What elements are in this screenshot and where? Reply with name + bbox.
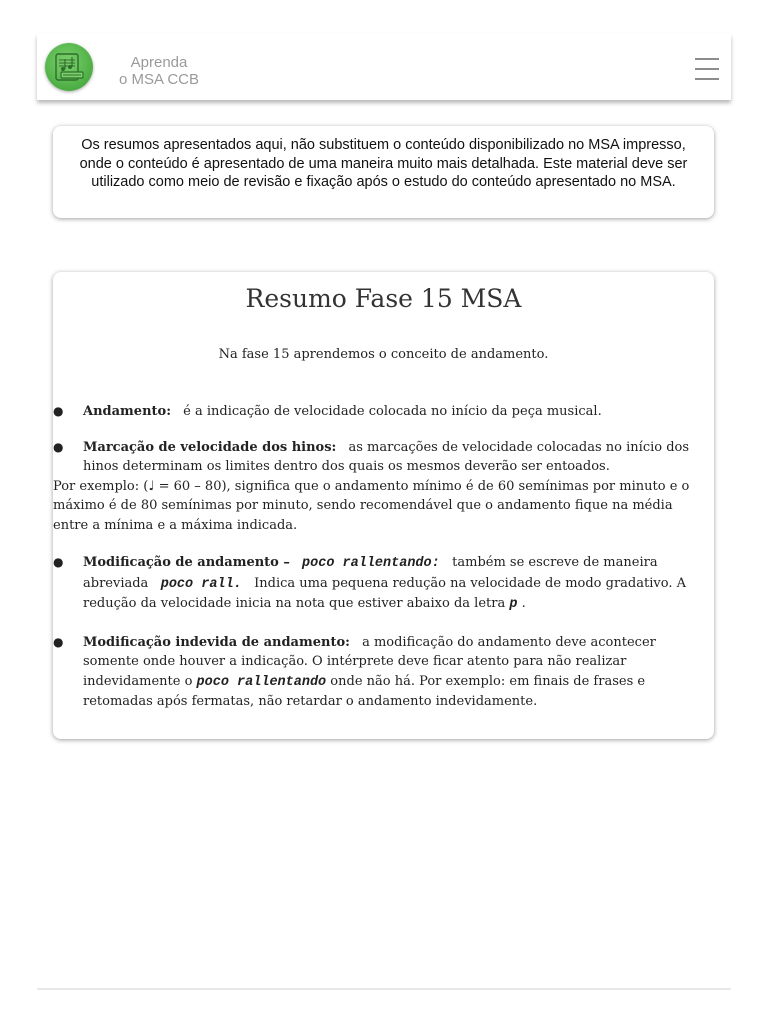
bullet-icon: ● (53, 555, 64, 569)
item-code: poco rall. (160, 576, 242, 592)
app-logo[interactable] (45, 43, 93, 91)
bullet-icon: ● (53, 439, 64, 454)
brand-line-2: o MSA CCB (119, 71, 200, 88)
item-text: onde não há. Por exemplo: em finais de frases e retomadas após fermatas, não retardar o andamento indevidamente. (83, 673, 646, 709)
item-term: Modificação de andamento – (83, 555, 290, 570)
item-text: as marcações de velocidade colocadas no início dos hinos determinam os limites dentro dos quais os mesmos deverão ser entoados. (83, 439, 690, 474)
list-item (53, 402, 704, 422)
item-term: Andamento: (83, 404, 172, 419)
list-item (53, 553, 704, 615)
disclaimer-card (53, 126, 714, 218)
hamburger-menu-icon[interactable] (695, 58, 719, 80)
list-item (53, 438, 704, 536)
item-code: p (509, 597, 518, 612)
item-term: Marcação de velocidade dos hinos: (83, 439, 337, 455)
brand-line-1: Aprenda (130, 54, 188, 71)
brand-title[interactable] (119, 54, 199, 88)
footer-divider (37, 988, 731, 990)
disclaimer-text: Os resumos apresentados aqui, não substituem o conteúdo disponibilizado no MSA impresso, onde o conteúdo é apresentado de uma maneira muito mais detalhada. Este material deve ser utilizado como meio de revisão e fixação após o estudo do conteúdo apresentado no MSA. (79, 137, 688, 190)
item-term: Modificação indevida de andamento: (83, 634, 350, 650)
item-text: é a indicação de velocidade colocada no início da peça musical. (183, 404, 602, 419)
summary-intro: Na fase 15 aprendemos o conceito de andamento. (218, 347, 549, 362)
bullet-icon: ● (53, 634, 64, 649)
list-item (53, 633, 704, 712)
item-text: a modificação do andamento deve acontecer somente onde houver a indicação. O intérprete deve ficar atento para não realizar indevidamente o (83, 634, 656, 689)
item-code: poco rallentando: (302, 556, 440, 571)
summary-card (53, 272, 714, 739)
music-notes-icon (53, 51, 85, 83)
item-text: Indica uma pequena redução na velocidade de modo gradativo. A redução da velocidade inicia na nota que estiver abaixo da letra (83, 575, 686, 611)
item-text: . (521, 596, 526, 611)
item-text: também se escreve de maneira abreviada (83, 555, 658, 591)
bullet-icon: ● (53, 404, 64, 418)
summary-title: Resumo Fase 15 MSA (245, 284, 522, 313)
app-header (37, 34, 731, 100)
item-example: Por exemplo: (♩ = 60 – 80), significa que o andamento mínimo é de 60 semínimas por minuto e o máximo é de 80 semínimas por minuto, sendo recomendável que o andamento fique na média entre a mínima e a máxima indicada. (53, 478, 690, 533)
item-code: poco rallentando (196, 674, 327, 690)
